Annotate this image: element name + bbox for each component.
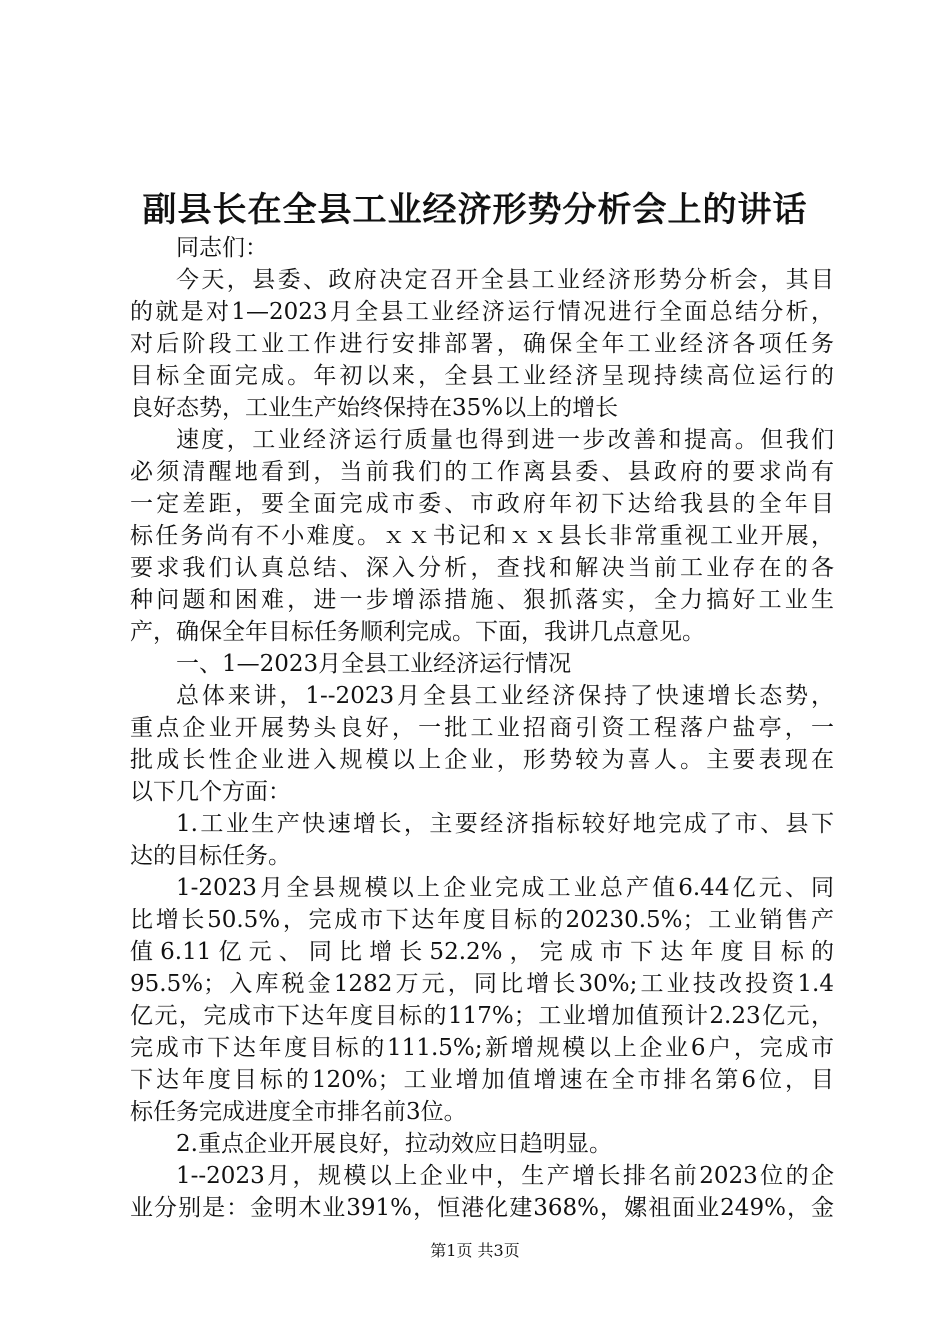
paragraph-line: 良好态势，工业生产始终保持在35%以上的增长 [130,395,619,421]
section-heading: 一、1—2023月全县工业经济运行情况 [176,651,572,677]
paragraph-line: 重点企业开展势头良好，一批工业招商引资工程落户盐亭，一 [130,715,834,741]
paragraph-line: 种问题和困难，进一步增添措施、狠抓落实，全力搞好工业生 [130,587,834,613]
paragraph-line: 以下几个方面： [130,779,291,805]
paragraph-line: 1-2023月全县规模以上企业完成工业总产值6.44亿元、同 [176,875,834,901]
paragraph-line: 速度，工业经济运行质量也得到进一步改善和提高。但我们 [176,427,834,453]
document-title: 副县长在全县工业经济形势分析会上的讲话 [142,190,808,230]
document-body [130,232,834,1224]
paragraph-line: 目标全面完成。年初以来，全县工业经济呈现持续高位运行的 [130,363,834,389]
paragraph-line: 必须清醒地看到，当前我们的工作离县委、县政府的要求尚有 [130,459,834,485]
paragraph-line: 完成市下达年度目标的111.5%;新增规模以上企业6户，完成市 [130,1035,834,1061]
paragraph-line: 批成长性企业进入规模以上企业，形势较为喜人。主要表现在 [130,747,834,773]
paragraph-line: 产，确保全年目标任务顺利完成。下面，我讲几点意见。 [130,619,705,645]
paragraph-line: 95.5%；入库税金1282万元，同比增长30%;工业技改投资1.4 [130,971,834,997]
paragraph-line: 达的目标任务。 [130,843,291,869]
paragraph-line: 2.重点企业开展良好，拉动效应日趋明显。 [176,1131,612,1157]
salutation-line: 同志们： [176,235,268,261]
paragraph-line: 业分别是：金明木业391%，恒港化建368%，嫘祖面业249%，金 [130,1195,834,1221]
paragraph-line: 标任务尚有不小难度。ｘｘ书记和ｘｘ县长非常重视工业开展， [130,523,834,549]
paragraph-line: 比增长50.5%，完成市下达年度目标的20230.5%；工业销售产 [130,907,834,933]
paragraph-line: 1--2023月，规模以上企业中，生产增长排名前2023位的企 [176,1163,834,1189]
paragraph-line: 要求我们认真总结、深入分析，查找和解决当前工业存在的各 [130,555,834,581]
paragraph-line: 亿元，完成市下达年度目标的117%；工业增加值预计2.23亿元， [130,1003,834,1029]
paragraph-line: 今天，县委、政府决定召开全县工业经济形势分析会，其目 [176,267,834,293]
paragraph-line: 总体来讲，1--2023月全县工业经济保持了快速增长态势， [176,683,834,709]
paragraph-line: 对后阶段工业工作进行安排部署，确保全年工业经济各项任务 [130,331,834,357]
paragraph-line: 下达年度目标的120%；工业增加值增速在全市排名第6位，目 [130,1067,834,1093]
paragraph-line: 1.工业生产快速增长，主要经济指标较好地完成了市、县下 [176,811,834,837]
paragraph-line: 一定差距，要全面完成市委、市政府年初下达给我县的全年目 [130,491,834,517]
paragraph-line: 标任务完成进度全市排名前3位。 [130,1099,467,1125]
paragraph-line: 值6.11亿元、同比增长52.2%，完成市下达年度目标的 [130,939,834,965]
page-footer: 第1页 共3页 [430,1241,520,1260]
paragraph-line: 的就是对1—2023月全县工业经济运行情况进行全面总结分析， [130,299,834,325]
